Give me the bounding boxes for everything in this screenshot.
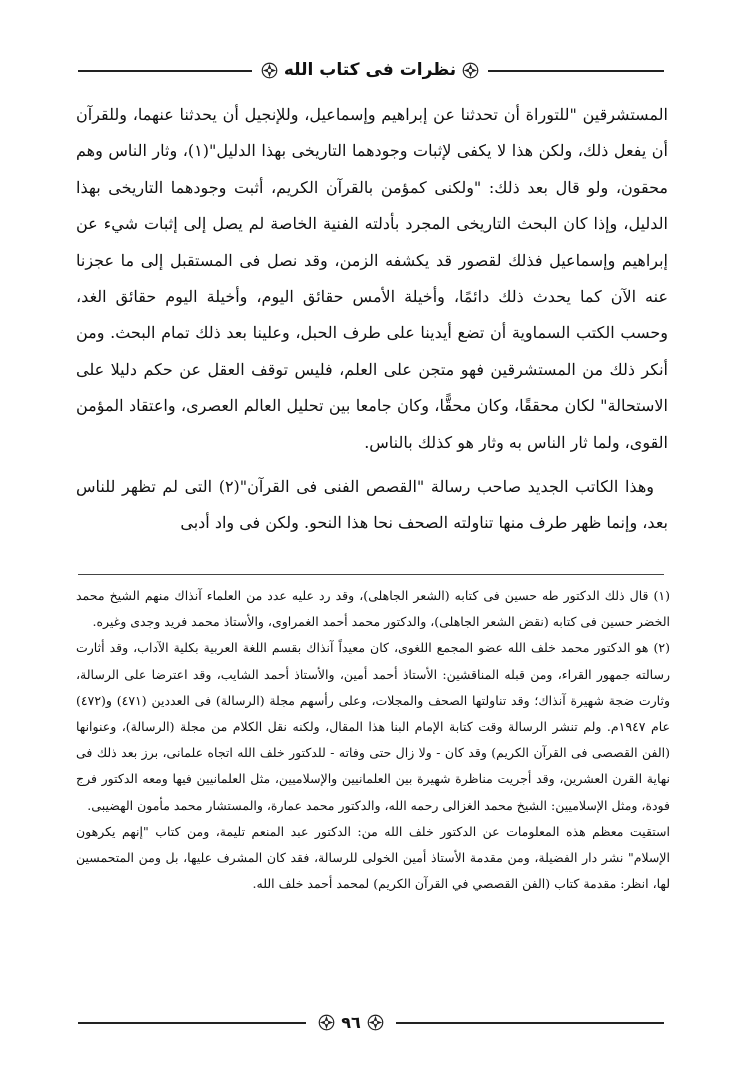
page-number-block	[306, 1010, 396, 1034]
rosette-ornament-icon	[318, 1014, 335, 1031]
footnote-separator	[78, 574, 664, 575]
page-footer	[78, 1010, 664, 1034]
footnote: استقيت معظم هذه المعلومات عن الدكتور خلف الله من: الدكتور عبد المنعم تليمة، ومن كتاب "إنهم يكرهون الإسلام" نشر دار الفضيلة، ومن مقدمة الأستاذ أمين الخولى للرسالة، فقد كان المشرف عليها، بل ومن المتحمسين لها، انظر: مقدمة كتاب (الفن القصصي في القرآن الكريم) لمحمد أحمد خلف الله.	[76, 823, 670, 892]
main-text	[76, 97, 668, 542]
header-rule-left	[78, 70, 252, 72]
rosette-ornament-icon	[261, 62, 278, 79]
footnote: (٢) هو الدكتور محمد خلف الله عضو المجمع اللغوى، كان معيداً آنذاك بقسم اللغة العربية بكلية الآداب، وقد أثارت رسالته جمهور القراء، ومن قبله المناقشين: الأستاذ أحمد أمين، والأستاذ أحمد الشايب، وقد اعترضا على الرسالة، وثارت ضجة شهيرة آنذاك؛ وقد تناولتها الصحف والمجلات، وعلى رأسهم مجلة (الرسالة) فى العددين (٤٧١) و(٤٧٢) عام ١٩٤٧م. ولم تنشر الرسالة وقت كتابة الإمام البنا هذا المقال، ولكنه نقل الكلام من مجلة (الرسالة)، وعنوانها (الفن القصصى فى القرآن الكريم) وقد كان - ولا زال حتى وفاته - للدكتور خلف الله اتجاه علمانى، برز بعد ذلك فى نهاية القرن العشرين، وقد أجريت مناظرة شهيرة بين العلمانيين والإسلاميين، مثل العلمانيين فيها ومعه الدكتور فرج فودة، ومثل الإسلاميين: الشيخ محمد الغزالى رحمه الله، والدكتور محمد عمارة، والمستشار محمد مأمون الهضيبى.	[76, 640, 671, 813]
rosette-ornament-icon	[367, 1014, 384, 1031]
header-title-block	[252, 58, 488, 82]
running-header-title: نظرات فى كتاب الله	[283, 60, 457, 80]
footer-rule-right	[396, 1022, 664, 1024]
rosette-ornament-icon	[462, 62, 479, 79]
body-paragraph: وهذا الكاتب الجديد صاحب رسالة "القصص الفنى فى القرآن"(٢) التى لم تظهر للناس بعد، وإنما ظهر طرف منها تناولته الصحف نحا هذا النحو. ولكن فى واد أدبى	[76, 477, 668, 533]
page-number: ٩٦	[341, 1012, 361, 1032]
footnote: (١) قال ذلك الدكتور طه حسين فى كتابه (الشعر الجاهلى)، وقد رد عليه عدد من العلماء آنذاك منهم الشيخ محمد الخضر حسين فى كتابه (نقض الشعر الجاهلى)، والدكتور محمد أحمد الغمراوى، والأستاذ محمد فريد وجدى وغيره.	[76, 588, 670, 630]
body-paragraph: المستشرقين "للتوراة أن تحدثنا عن إبراهيم وإسماعيل، وللإنجيل أن يحدثنا عنهما، وللقرآن أن يفعل ذلك، ولكن هذا لا يكفى لإثبات وجودهما التاريخى بهذا الدليل"(١)، وثار الناس وهم محقون، ولو قال بعد ذلك: "ولكنى كمؤمن بالقرآن الكريم، أثبت وجودهما التاريخى بهذا الدليل، وإذا كان البحث التاريخى المجرد بأدلته الفنية الخاصة لم يصل إلى إثبات شيء عن إبراهيم وإسماعيل فذلك لقصور قد يكشفه الزمن، وقد نصل فى المستقبل إلى ما عجزنا عنه الآن كما يحدث ذلك دائمًا، وأخيلة الأمس حقائق اليوم، وأخيلة اليوم حقائق الغد، وحسب الكتب السماوية أن تضع أيدينا على طرف الحبل، وعلينا بعد ذلك تمام البحث. ومن أنكر ذلك من المستشرقين فهو متجن على العلم، فليس توقف العقل عن حكم دليلا على الاستحالة" لكان محققًا، وكان محقًّا، وكان جامعا بين تحليل العالم العصرى، واعتقاد المؤمن القوى، ولما ثار الناس به وثار هو كذلك بالناس.	[76, 105, 669, 452]
running-header	[78, 58, 664, 82]
footnotes	[76, 583, 670, 897]
footer-rule-left	[78, 1022, 306, 1024]
header-rule-right	[488, 70, 664, 72]
